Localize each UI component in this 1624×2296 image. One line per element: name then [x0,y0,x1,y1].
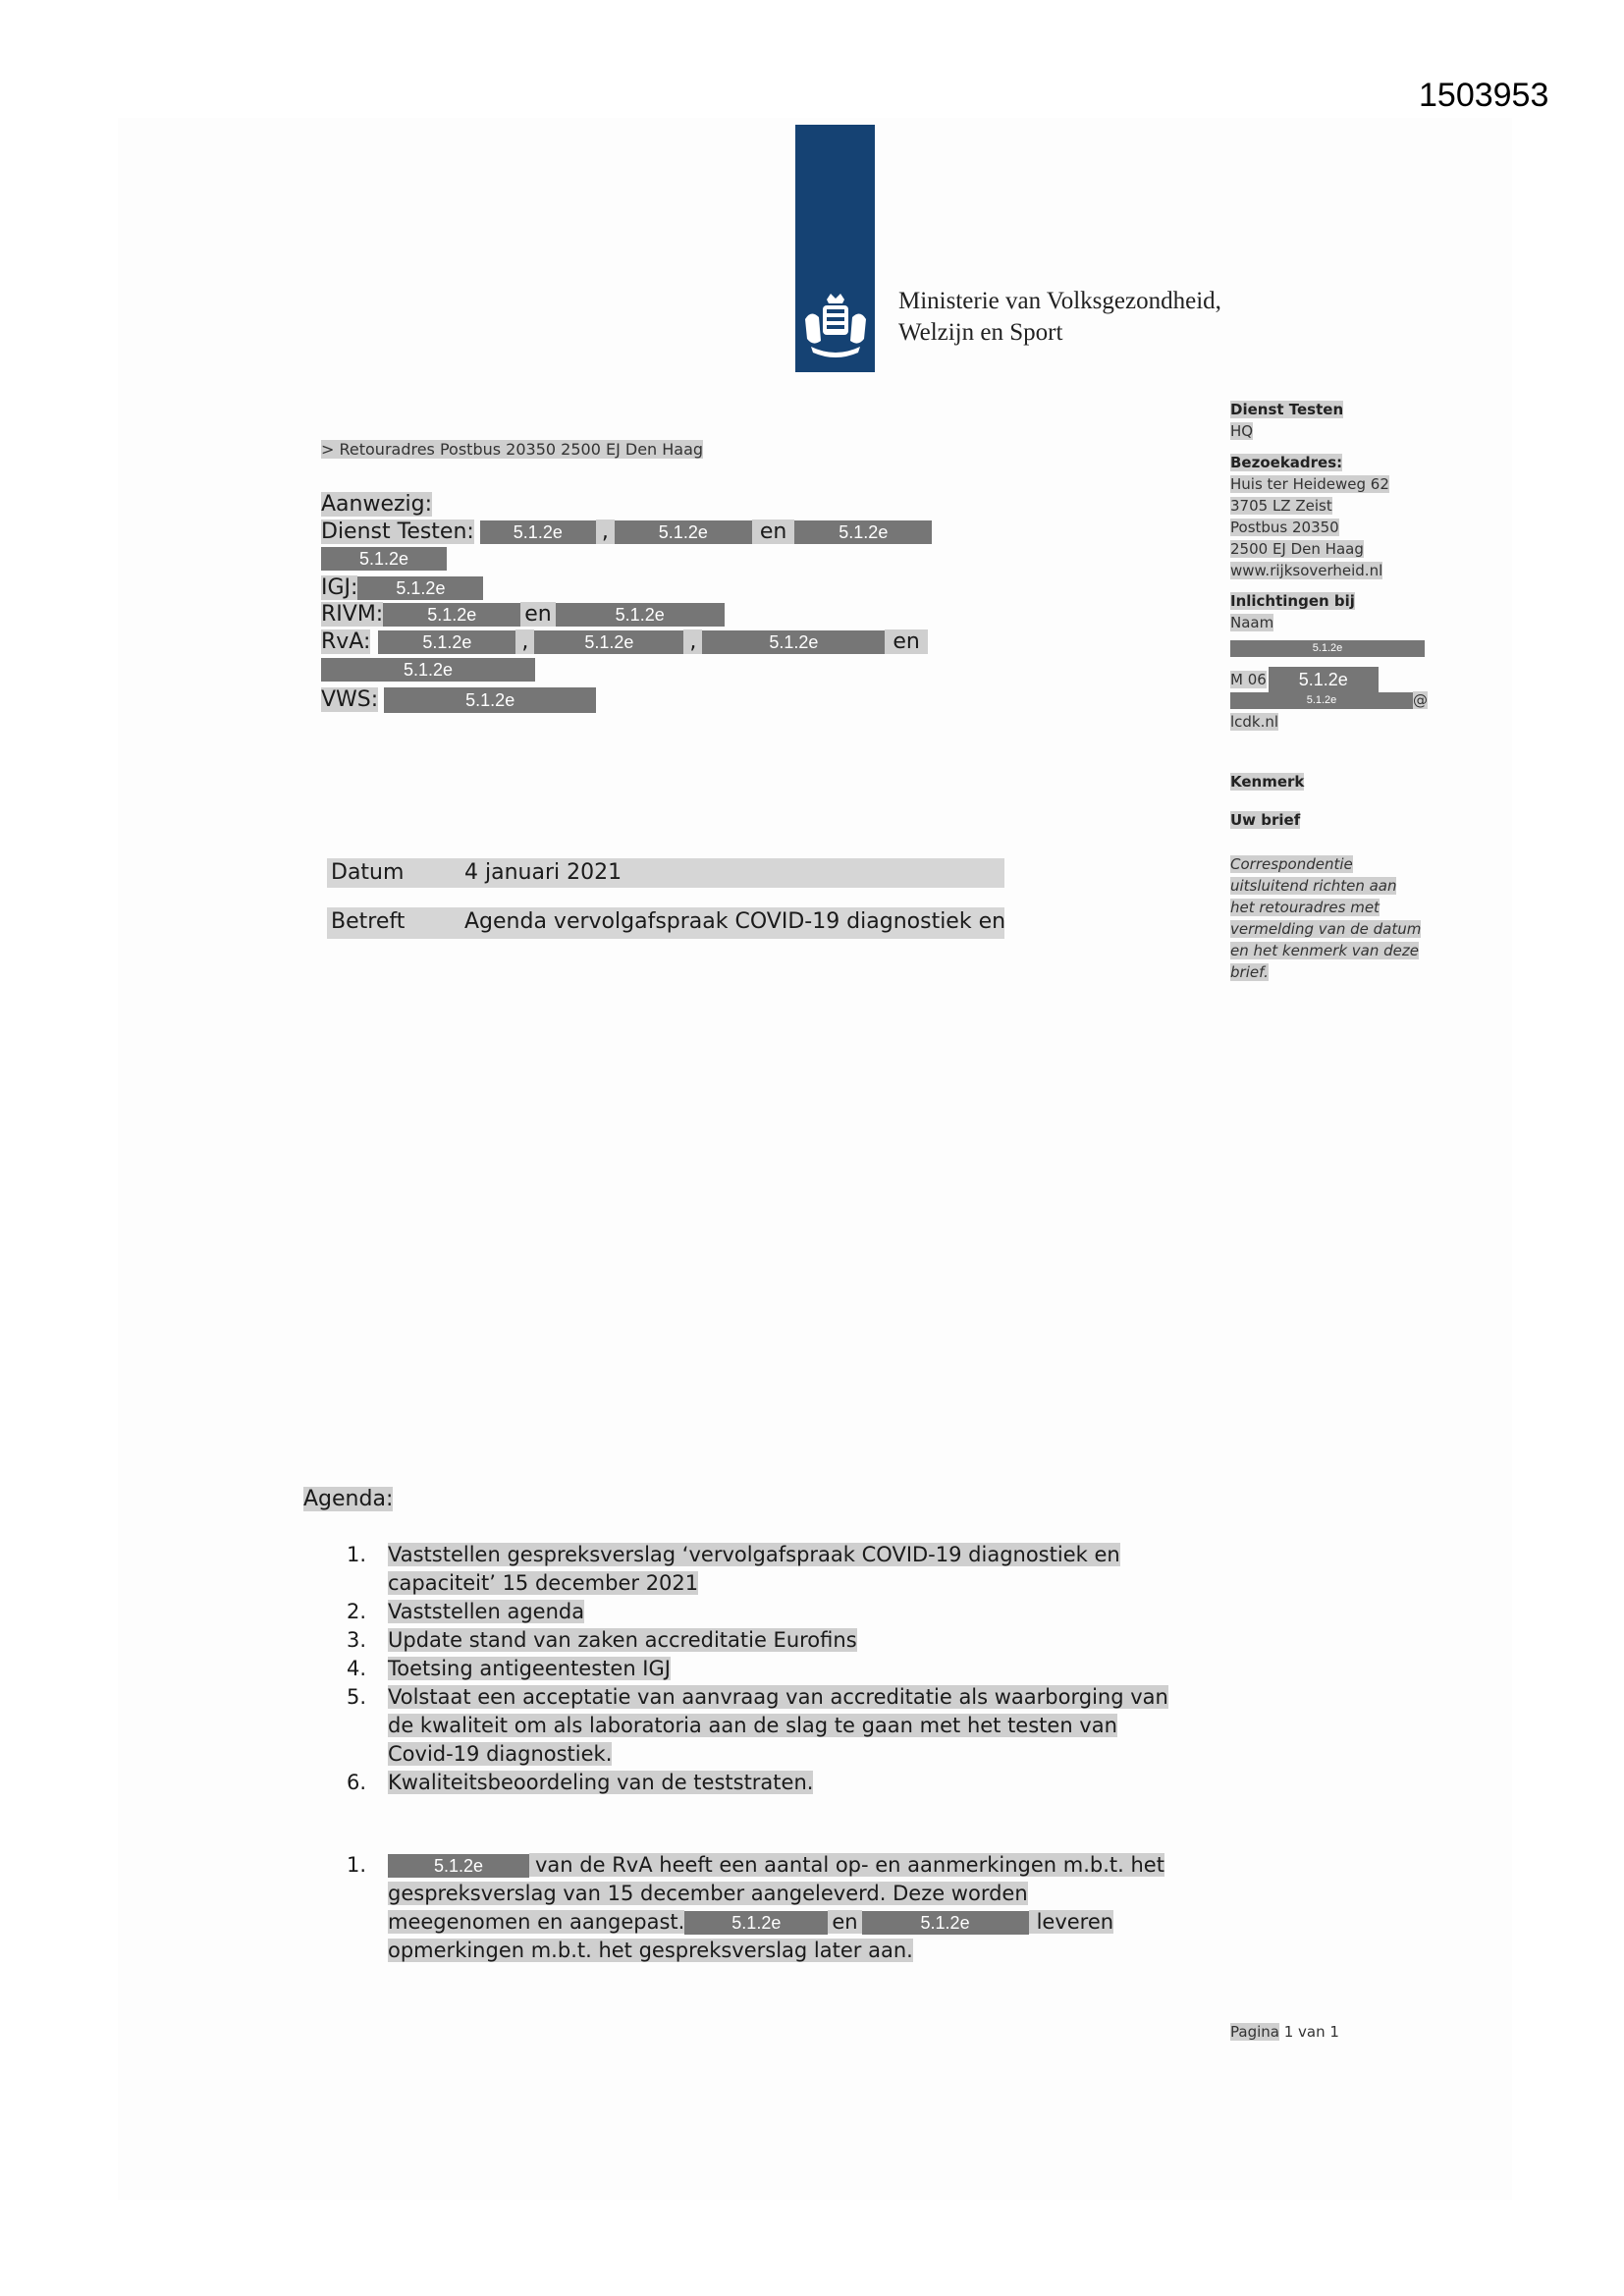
ministry-name [898,286,1221,349]
redaction-box: 5.1.2e [1230,692,1413,709]
agenda-item-number: 2. [347,1600,367,1623]
redaction-box: 5.1.2e [378,630,515,654]
sidebar-uw-brief-label: Uw brief [1230,811,1301,829]
redaction-box: 5.1.2e [388,1854,529,1878]
notes-line: gespreksverslag van 15 december aangeleverd. Deze worden [388,1882,1028,1905]
agenda-item-text: capaciteit’ 15 december 2021 [388,1571,699,1595]
sidebar-info-label: Inlichtingen bij [1230,592,1355,610]
sidebar-visit-line: Huis ter Heideweg 62 [1230,475,1389,493]
agenda-item-text: Kwaliteitsbeoordeling van de teststraten. [388,1771,814,1794]
attendees-rivm: RIVM: 5.1.2e en 5.1.2e [321,602,725,628]
redaction-box: 5.1.2e [684,1911,828,1935]
redaction-box: 5.1.2e [1230,640,1425,657]
notes-line: opmerkingen m.b.t. het gespreksverslag later aan. [388,1939,913,1962]
page-number: Pagina 1 van 1 [1230,2023,1339,2041]
redaction-box: 5.1.2e [702,630,885,654]
attendees-rva-cont [321,657,535,683]
document-number: 1503953 [1419,77,1549,114]
agenda-item-text: Update stand van zaken accreditatie Eurofins [388,1628,857,1652]
redaction-box: 5.1.2e [357,576,483,600]
agenda-item-number: 1. [347,1543,367,1566]
redaction-box: 5.1.2e [1269,667,1379,692]
agenda-item-text: Vaststellen agenda [388,1600,585,1623]
attendees-vws: VWS: 5.1.2e [321,687,596,713]
sidebar-visit-label: Bezoekadres: [1230,454,1343,471]
sidebar-correspondence: Correspondentie [1230,855,1353,873]
sidebar-website-link[interactable]: www.rijksoverheid.nl [1230,562,1383,579]
sidebar-kenmerk-label: Kenmerk [1230,773,1305,791]
notes-line: meegenomen en aangepast. 5.1.2e en 5.1.2e leveren [388,1910,1114,1934]
redaction-box: 5.1.2e [321,658,535,682]
agenda-title: Agenda: [303,1487,394,1511]
redaction-box: 5.1.2e [383,603,520,627]
agenda-item-text: Covid-19 diagnostiek. [388,1742,613,1766]
attendees-rva: RvA: 5.1.2e , 5.1.2e , 5.1.2e en [321,629,928,655]
sidebar-visit-line: 3705 LZ Zeist [1230,497,1332,515]
return-address: > Retouradres Postbus 20350 2500 EJ Den Haag [321,440,704,459]
sidebar-email: 5.1.2e @ [1230,689,1428,711]
agenda-item-text: de kwaliteit om als laboratoria aan de slag te gaan met het testen van [388,1714,1117,1737]
sidebar-unit: Dienst Testen [1230,401,1344,418]
ministry-line-1: Ministerie van Volksgezondheid, [898,288,1221,314]
subject-value: Agenda vervolgafspraak COVID-19 diagnostiek en [464,909,1006,934]
sidebar-visit-line: Postbus 20350 [1230,519,1339,536]
redaction-box: 5.1.2e [615,520,752,544]
ministry-line-2: Welzijn en Sport [898,319,1063,346]
attendees-heading: Aanwezig: [321,492,433,517]
sidebar-visit-line: 2500 EJ Den Haag [1230,540,1364,558]
sidebar-correspondence: uitsluitend richten aan [1230,877,1397,895]
redaction-box: 5.1.2e [556,603,725,627]
sidebar-unit-sub: HQ [1230,422,1254,440]
date-row-highlight [327,858,1004,888]
agenda-item-text: Toetsing antigeentesten IGJ [388,1657,671,1680]
agenda-item-number: 3. [347,1628,367,1652]
date-label: Datum [331,860,405,885]
redaction-box: 5.1.2e [480,520,596,544]
sidebar-email-domain: lcdk.nl [1230,713,1279,731]
redaction-box: 5.1.2e [862,1911,1029,1935]
date-value: 4 januari 2021 [464,860,623,885]
redaction-box: 5.1.2e [534,630,683,654]
agenda-item-number: 5. [347,1685,367,1709]
agenda-item-number: 6. [347,1771,367,1794]
redaction-box: 5.1.2e [794,520,932,544]
sidebar-info-name: Naam [1230,614,1274,631]
attendees-dienst-testen: Dienst Testen: 5.1.2e , 5.1.2e en 5.1.2e [321,519,940,545]
sidebar-info-redacted [1230,637,1425,659]
agenda-item-text: Vaststellen gespreksverslag ‘vervolgafspraak COVID-19 diagnostiek en [388,1543,1120,1566]
sidebar-correspondence: het retouradres met [1230,899,1380,916]
notes-line: 5.1.2e van de RvA heeft een aantal op- en aanmerkingen m.b.t. het [388,1851,1164,1880]
royal-crest-icon [797,290,874,368]
attendees-igj: IGJ: 5.1.2e [321,575,483,601]
agenda-item-text: Volstaat een acceptatie van aanvraag van accreditatie als waarborging van [388,1685,1168,1709]
notes-item-number: 1. [347,1853,367,1877]
sidebar-correspondence: brief. [1230,963,1269,981]
sidebar-correspondence: en het kenmerk van deze [1230,942,1419,959]
agenda-item-number: 4. [347,1657,367,1680]
redaction-box: 5.1.2e [384,687,596,713]
sidebar-correspondence: vermelding van de datum [1230,920,1422,938]
redaction-box: 5.1.2e [321,547,447,571]
subject-label: Betreft [331,909,406,934]
attendees-dienst-testen-cont [321,546,447,572]
sidebar-mobile: M 06 5.1.2e [1230,667,1379,692]
